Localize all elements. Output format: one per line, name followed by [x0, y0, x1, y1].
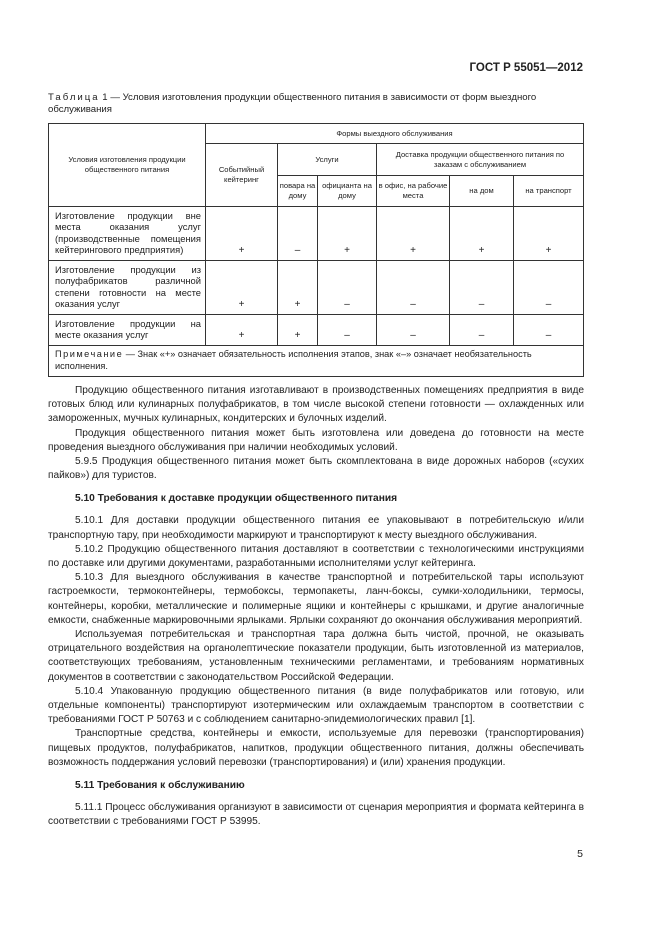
paragraph: Продукция общественного питания может быть изготовлена или доведена до готовности на месте проведения выездного обслуживания при наличии необходимых условий.: [48, 427, 584, 453]
note-label: Примечание: [55, 349, 124, 359]
cell-mark: +: [450, 207, 514, 261]
table-caption: [48, 92, 586, 116]
col-header-cook-home: повара на дому: [278, 176, 318, 207]
body-text: [48, 384, 584, 829]
cell-mark: +: [206, 261, 278, 315]
paragraph: 5.10.1 Для доставки продукции общественного питания ее упаковывают в потребительскую и/или транспортную тару, при необходимости маркируют и транспортируют к месту выездного обслуживания.: [48, 515, 584, 541]
paragraph: 5.11.1 Процесс обслуживания организуют в зависимости от сценария мероприятия и формата кейтеринга в соответствии с требованиями ГОСТ Р 53995.: [48, 802, 584, 828]
paragraph: Используемая потребительская и транспортная тара должна быть чистой, прочной, не оказывать отрицательного воздействия на органолептические показатели продукции, быть изготовленной из материалов, соответствующих требованиям, установленным техническими регламентами, и требованиям нормативных документов в соответствии с законодательством Российской Федерации.: [48, 629, 584, 683]
conditions-table: [48, 123, 584, 377]
row-label: Изготовление продукции вне места оказания услуг (производственные помещения кейтерингового предприятия): [49, 207, 206, 261]
page-number: 5: [577, 848, 583, 860]
cell-mark: +: [206, 315, 278, 346]
cell-mark: +: [377, 207, 450, 261]
section-heading-5-11: 5.11 Требования к обслуживанию: [75, 780, 245, 792]
col-header-office: в офис, на рабочие места: [377, 176, 450, 207]
col-header-conditions: Условия изготовления продукции общественного питания: [49, 124, 206, 207]
col-header-event-catering: Событийный кейтеринг: [206, 144, 278, 207]
table-note: [49, 346, 584, 377]
cell-mark: –: [377, 261, 450, 315]
table-note-row: [49, 346, 584, 377]
col-header-waiter-home: официанта на дому: [318, 176, 377, 207]
paragraph: 5.10.4 Упакованную продукцию общественного питания (в виде полуфабрикатов или готовую, или отдельные компоненты) транспортируют изотермическим или охлаждаемым транспортом в соответствии с требованиями ГОСТ Р 50763 и с соблюдением санитарно-эпидемиологических правил [1].: [48, 685, 584, 726]
col-header-services: Услуги: [278, 144, 377, 176]
note-text: — Знак «+» означает обязательность исполнения этапов, знак «–» означает необязательность исполнения.: [55, 349, 532, 371]
cell-mark: +: [514, 207, 584, 261]
cell-mark: +: [278, 261, 318, 315]
cell-mark: –: [318, 261, 377, 315]
row-label: Изготовление продукции из полуфабрикатов различной степени готовности на месте оказания услуг: [49, 261, 206, 315]
cell-mark: +: [278, 315, 318, 346]
table-caption-label: Таблица: [48, 92, 100, 103]
document-code: ГОСТ Р 55051—2012: [469, 62, 583, 74]
table-caption-number: 1: [102, 92, 108, 103]
col-header-home: на дом: [450, 176, 514, 207]
table-caption-text: — Условия изготовления продукции общественного питания в зависимости от форм выездного обслуживания: [48, 92, 537, 115]
cell-mark: –: [450, 315, 514, 346]
paragraph: 5.10.3 Для выездного обслуживания в качестве транспортной и потребительской тары используют гастроемкости, термоконтейнеры, термобоксы, термопакеты, ланч-боксы, сумки-холодильники, термосы, контейнеры, коробки, металлические и полимерные ящики и контейнеры с крышками, и другие аналогичные емкости, снабженные маркировочными ярлыками. Ярлыки сохраняют до окончания обслуживания мероприятий.: [48, 572, 584, 626]
section-heading-5-10: 5.10 Требования к доставке продукции общественного питания: [75, 493, 398, 505]
paragraph: Продукцию общественного питания изготавливают в производственных помещениях предприятия в виде готовых блюд или кулинарных полуфабрикатов, в том числе высокой степени готовности — охлажденных или замороженных, мучных кулинарных, кондитерских и булочных изделий.: [48, 385, 584, 425]
cell-mark: +: [318, 207, 377, 261]
cell-mark: –: [514, 315, 584, 346]
col-header-forms: Формы выездного обслуживания: [206, 124, 584, 144]
col-header-delivery: Доставка продукции общественного питания по заказам с обслуживанием: [377, 144, 584, 176]
row-label: Изготовление продукции на месте оказания услуг: [49, 315, 206, 346]
table-row: [49, 261, 584, 315]
col-header-transport: на транспорт: [514, 176, 584, 207]
cell-mark: +: [206, 207, 278, 261]
cell-mark: –: [450, 261, 514, 315]
paragraph: 5.10.2 Продукцию общественного питания доставляют в соответствии с технологическими инструкциями по доставке или другими документами, разработанными исполнителями услуг кейтеринга.: [48, 543, 584, 570]
cell-mark: –: [377, 315, 450, 346]
cell-mark: –: [278, 207, 318, 261]
table-row: [49, 207, 584, 261]
paragraph: 5.9.5 Продукция общественного питания может быть скомплектована в виде дорожных наборов («сухих пайков») для туристов.: [48, 456, 584, 482]
table-row: [49, 315, 584, 346]
cell-mark: –: [318, 315, 377, 346]
paragraph: Транспортные средства, контейнеры и емкости, используемые для перевозки (транспортирования) пищевых продуктов, полуфабрикатов, напитков, продукции общественного питания, должны обеспечивать возможность поддержания условий перевозки (транспортирования) и (или) хранения продукции.: [48, 728, 584, 768]
cell-mark: –: [514, 261, 584, 315]
